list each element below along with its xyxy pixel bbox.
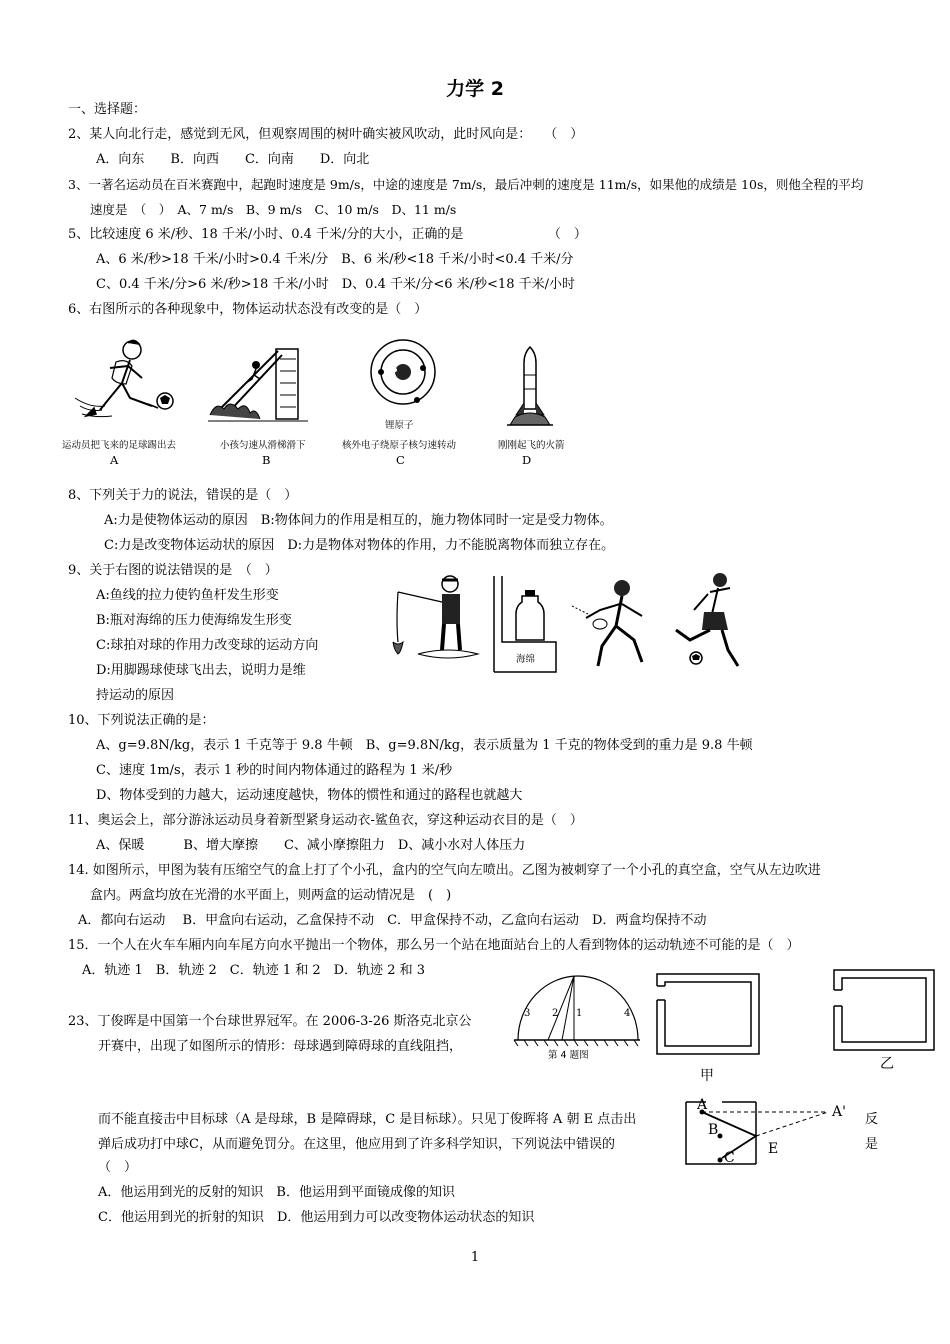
question-11: 11、奥运会上，部分游泳运动员身着新型紧身运动衣-鲨鱼衣，穿这种运动衣目的是（ ）	[68, 813, 583, 828]
question-10-option-d: D、物体受到的力越大，运动速度越快，物体的惯性和通过的路程也就越大	[96, 788, 523, 803]
track-label-2: 2	[552, 1008, 559, 1019]
question-14: 14. 如图所示，甲图为装有压缩空气的盒上打了个小孔，盒内的空气向左喷出。乙图为被刺穿了一个小孔的真空盒，空气从左边吹进	[68, 863, 821, 878]
slide-illustration	[208, 345, 308, 425]
question-14-cont: 盒内。两盒均放在光滑的水平面上，则两盒的运动情况是 ( )	[90, 888, 452, 903]
question-2: 2、某人向北行走，感觉到无风，但观察周围的树叶确实被风吹动，此时风向是： （ ）	[68, 127, 584, 142]
billiard-label-b: B	[708, 1122, 719, 1138]
track-label-1: 1	[576, 1008, 583, 1019]
page-number: 1	[470, 1250, 480, 1265]
section-heading: 一、选择题：	[68, 102, 147, 117]
question-10-options-ab: A、g=9.8N/kg，表示 1 千克等于 9.8 牛顿 B、g=9.8N/kg，表示质量为 1 千克的物体受到的重力是 9.8 牛顿	[96, 738, 753, 753]
question-5-options-ab: A、6 米/秒>18 千米/小时>0.4 千米/分 B、6 米/秒<18 千米/小时<0.4 千米/分	[96, 252, 574, 267]
billiard-label-a: A	[697, 1097, 708, 1113]
side-word-shi: 是	[865, 1137, 879, 1152]
question-9-option-d-cont: 持运动的原因	[96, 688, 175, 703]
question-2-options: A．向东 B．向西 C．向南 D．向北	[96, 152, 370, 167]
question-10-option-c: C、速度 1m/s，表示 1 秒的时间内物体通过的路程为 1 米/秒	[96, 763, 453, 778]
question-9: 9、关于右图的说法错误的是 （ ）	[68, 563, 278, 578]
letter-d: D	[522, 453, 532, 467]
caption-a: 运动员把飞来的足球踢出去	[62, 440, 177, 451]
sponge-label: 海绵	[516, 654, 536, 665]
question-9-option-b: B:瓶对海绵的压力使海绵发生形变	[96, 613, 292, 628]
question-15-options: A．轨迹 1 B．轨迹 2 C．轨迹 1 和 2 D．轨迹 2 和 3	[82, 963, 425, 978]
fishing-illustration	[388, 572, 488, 672]
side-word-fan: 反	[865, 1112, 879, 1127]
box-yi-label: 乙	[880, 1056, 894, 1072]
question-3-options: 速度是 （ ） A、7 m/s B、9 m/s C、10 m/s D、11 m/s	[90, 202, 457, 217]
box-yi	[832, 968, 936, 1052]
track-caption: 第 4 题图	[548, 1050, 589, 1061]
question-8: 8、下列关于力的说法，错误的是（ ）	[68, 488, 298, 503]
question-5: 5、比较速度 6 米/秒、18 千米/小时、0.4 千米/分的大小，正确的是 （ ）	[68, 227, 587, 242]
question-15: 15．一个人在火车车厢内向车尾方向水平抛出一个物体，那么另一个站在地面站台上的人看到物体的运动轨迹不可能的是（ ）	[68, 938, 800, 953]
question-23-options-cd: C．他运用到光的折射的知识 D．他运用到力可以改变物体运动状态的知识	[98, 1210, 535, 1225]
track-label-4: 4	[624, 1008, 631, 1019]
box-jia	[655, 972, 761, 1056]
question-9-option-c: C:球拍对球的作用力改变球的运动方向	[96, 638, 319, 653]
question-14-options: A．都向右运动 B．甲盒向右运动，乙盒保持不动 C．甲盒保持不动，乙盒向右运动 D．两盒均保持不动	[78, 913, 707, 928]
question-9-option-a: A:鱼线的拉力使钓鱼杆发生形变	[96, 588, 279, 603]
caption-c: 核外电子绕原子核匀速转动	[342, 440, 457, 451]
question-23-options-ab: A．他运用到光的反射的知识 B．他运用到平面镜成像的知识	[98, 1185, 455, 1200]
page-title: 力学 2	[446, 78, 504, 100]
letter-a: A	[110, 453, 119, 467]
question-10: 10、下列说法正确的是：	[68, 713, 215, 728]
question-23-cont3: 弹后成功打中球C，从而避免罚分。在这里，他应用到了许多科学知识，下列说法中错误的	[98, 1137, 615, 1152]
box-jia-label: 甲	[700, 1068, 714, 1084]
question-3: 3、一著名运动员在百米赛跑中，起跑时速度是 9m/s，中途的速度是 7m/s，最后冲刺的速度是 11m/s，如果他的成绩是 10s，则他全程的平均	[68, 177, 864, 192]
question-8-options-cd: C:力是改变物体运动状的原因 D:力是物体对物体的作用，力不能脱离物体而独立存在。	[104, 538, 615, 553]
atom-illustration	[365, 338, 445, 418]
question-23-cont1: 开赛中，出现了如图所示的情形：母球遇到障碍球的直线阻挡，	[98, 1039, 463, 1054]
question-5-options-cd: C、0.4 千米/分>6 米/秒>18 千米/小时 D、0.4 千米/分<6 米/秒<18 千米/小时	[96, 277, 575, 292]
rocket-illustration	[505, 345, 555, 430]
track-label-3: 3	[524, 1008, 531, 1019]
billiard-label-e: E	[768, 1141, 779, 1157]
badminton-illustration	[570, 576, 660, 676]
question-23: 23、丁俊晖是中国第一个台球世界冠军。在 2006-3-26 斯洛克北京公	[68, 1014, 472, 1029]
atom-label: 锂原子	[385, 420, 414, 431]
billiard-label-c: C	[724, 1150, 735, 1166]
kick-ball-illustration	[670, 570, 750, 675]
letter-c: C	[396, 453, 405, 467]
question-23-cont2: 而不能直接击中目标球（A 是母球，B 是障碍球，C 是目标球）。只见丁俊晖将 A 朝 E 点击出	[98, 1112, 637, 1127]
letter-b: B	[262, 453, 271, 467]
question-9-option-d: D:用脚踢球使球飞出去，说明力是维	[96, 663, 306, 678]
caption-b: 小孩匀速从滑梯滑下	[220, 440, 306, 451]
question-23-bracket: （ ）	[98, 1160, 138, 1175]
billiard-label-a-prime: A'	[832, 1104, 846, 1120]
caption-d: 刚刚起飞的火箭	[498, 440, 565, 451]
question-11-options: A、保暖 B、增大摩擦 C、减小摩擦阻力 D、减小水对人体压力	[96, 838, 526, 853]
question-8-options-ab: A:力是使物体运动的原因 B:物体间力的作用是相互的，施力物体同时一定是受力物体。	[104, 513, 613, 528]
soccer-kick-illustration	[70, 338, 180, 433]
question-6: 6、右图所示的各种现象中，物体运动状态没有改变的是（ ）	[68, 302, 428, 317]
